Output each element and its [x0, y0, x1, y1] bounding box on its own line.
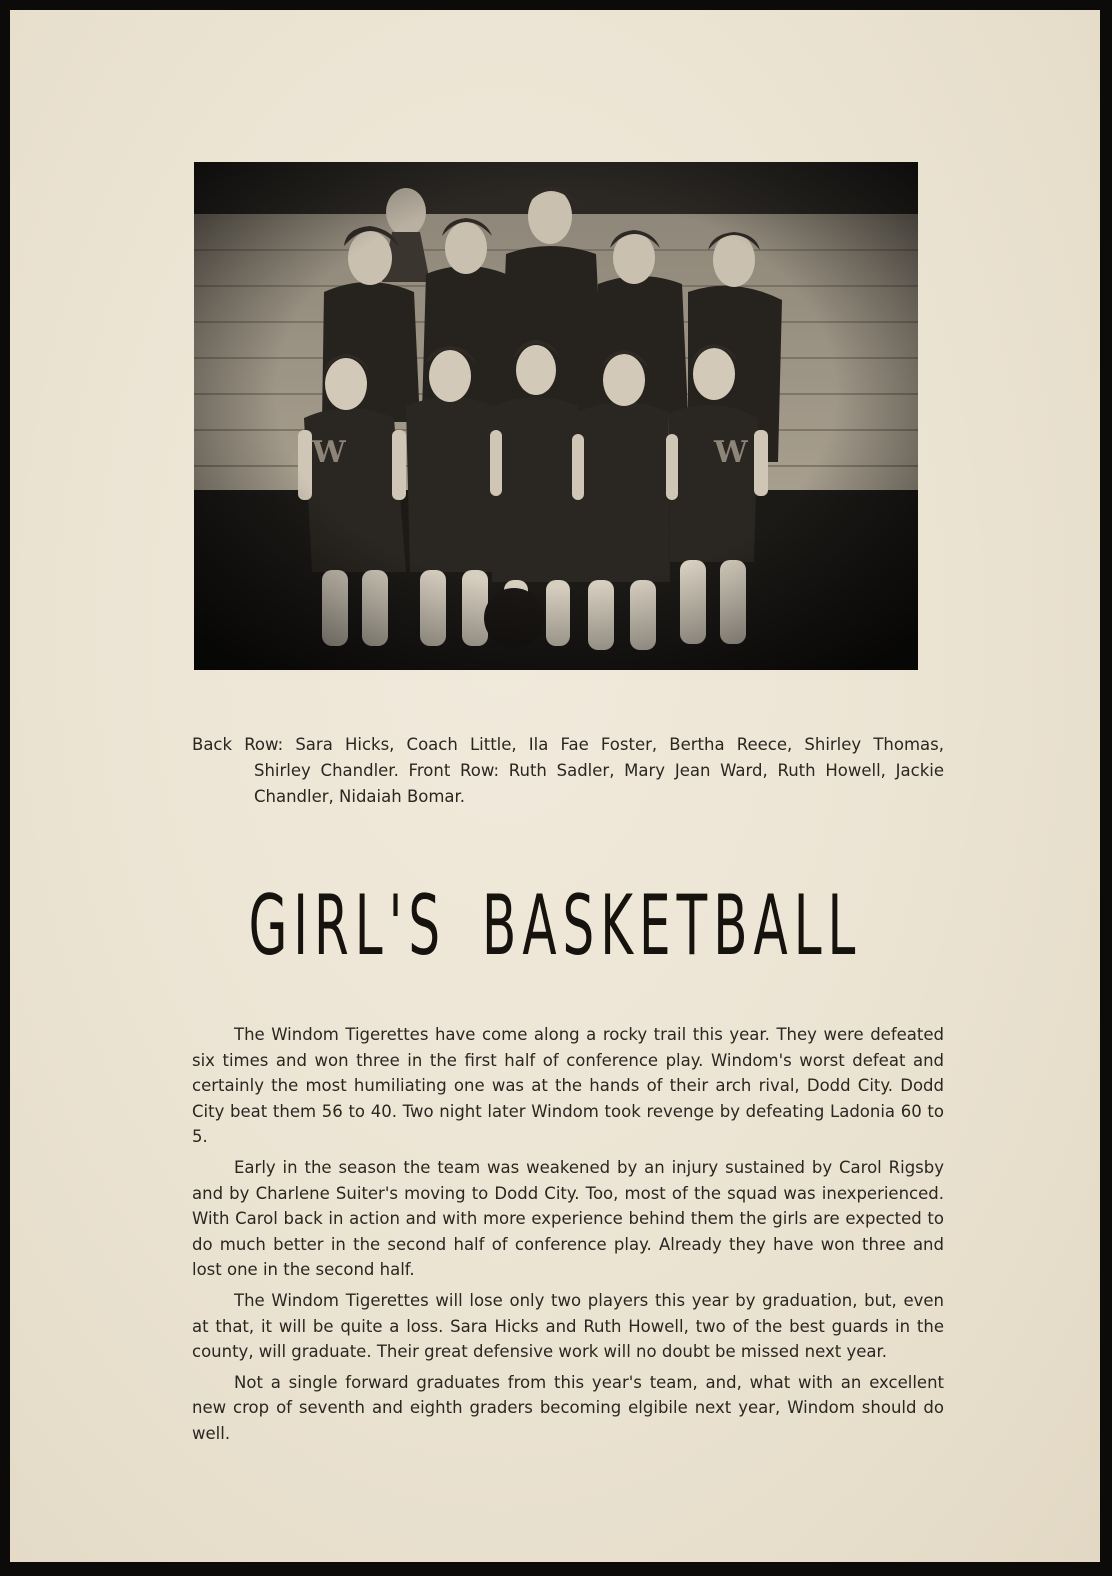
paragraph-1: The Windom Tigerettes have come along a rocky trail this year. They were defeated six times and won three in the first half of conference play. Windom's worst defeat and certainly the most humiliating one was at the hands of their arch rival, Dodd City. Dodd City beat them 56 to 40. Two night later Windom took revenge by defeating Ladonia 60 to 5.: [192, 1025, 944, 1147]
paragraph-4: Not a single forward graduates from this year's team, and, what with an excellent new crop of seventh and eighth graders becoming elgibile next year, Windom should do well.: [192, 1372, 944, 1443]
article-body: [192, 1022, 944, 1452]
page-title-text: GIRL'S BASKETBALL: [248, 878, 862, 974]
photo-caption-continuation: Shirley Chandler. Front Row: Ruth Sadler, Mary Jean Ward, Ruth Howell, Jackie Chandler, Nidaiah Bomar.: [254, 761, 944, 806]
team-photo-illustration: [194, 162, 918, 670]
team-photo: [194, 162, 918, 670]
paragraph-3: The Windom Tigerettes will lose only two players this year by graduation, but, even at that, it will be quite a loss. Sara Hicks and Ruth Howell, two of the best guards in the county, will graduate. Their great defensive work will no doubt be missed next year.: [192, 1290, 944, 1362]
page-title: [10, 878, 1100, 974]
paragraph-2: Early in the season the team was weakened by an injury sustained by Carol Rigsby and by Charlene Suiter's moving to Dodd City. Too, most of the squad was inexperienced. With Carol back in action and with more experience behind them the girls are expected to do much better in the second half of conference play. Already they have won three and lost one in the second half.: [192, 1157, 944, 1280]
yearbook-page: [10, 10, 1100, 1562]
photo-caption-line1: Back Row: Sara Hicks, Coach Little, Ila Fae Foster, Bertha Reece, Shirley Thomas,: [192, 735, 944, 754]
